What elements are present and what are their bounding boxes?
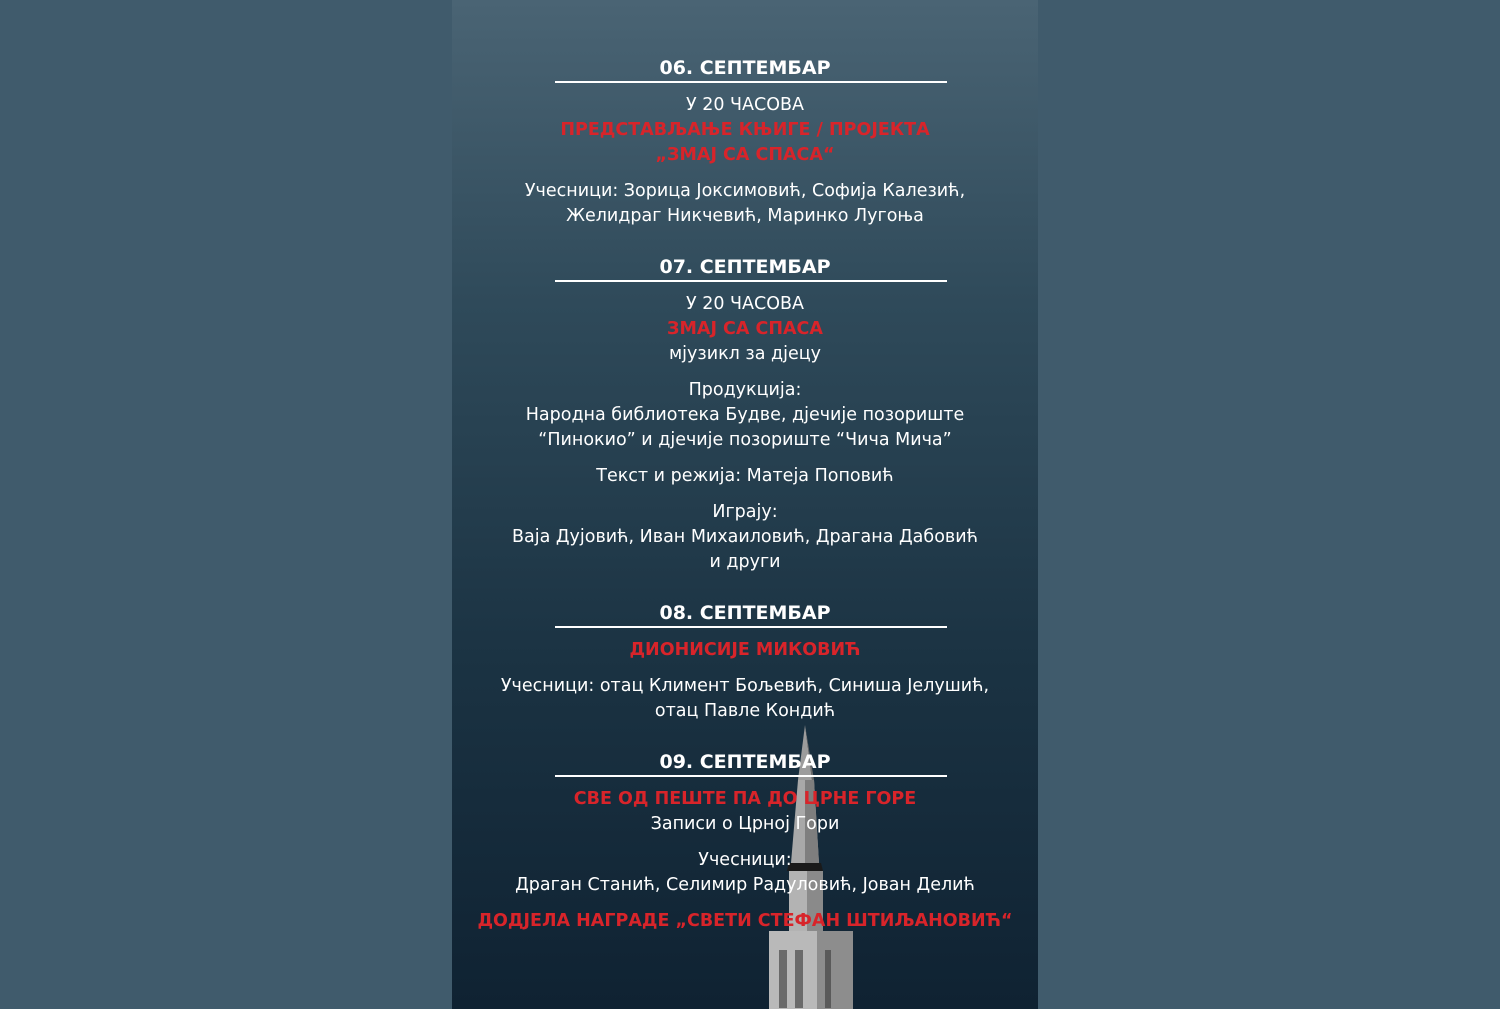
day2-time: У 20 ЧАСОВА xyxy=(686,294,804,314)
day4-award: ДОДЈЕЛА НАГРАДЕ „СВЕТИ СТЕФАН ШТИЉАНОВИЋ“ xyxy=(477,911,1013,931)
day4-title: СВЕ ОД ПЕШТЕ ПА ДО ЦРНЕ ГОРЕ xyxy=(573,789,917,809)
day2-production-line1: Народна библиотека Будве, дјечије позориште xyxy=(525,405,965,425)
day4-subtitle: Записи о Црној Гори xyxy=(650,814,840,834)
day1-title-line1: ПРЕДСТАВЉАЊЕ КЊИГЕ / ПРОЈЕКТА xyxy=(560,120,930,140)
day2-cast-line2: и други xyxy=(709,552,781,572)
day1-divider xyxy=(555,81,947,83)
day1-title-line2: „ЗМАЈ СА СПАСА“ xyxy=(655,145,835,165)
day2-cast-line1: Ваја Дујовић, Иван Михаиловић, Драгана Дабовић xyxy=(511,527,978,547)
day4-divider xyxy=(555,775,947,777)
day2-cast-label: Играју: xyxy=(712,502,778,522)
day3-heading: 08. СЕПТЕМБАР xyxy=(659,602,831,624)
day3-title: ДИОНИСИЈЕ МИКОВИЋ xyxy=(629,640,861,660)
day3-participants-line1: Учесници: отац Климент Бољевић, Синиша Јелушић, xyxy=(500,676,990,696)
program-poster xyxy=(452,0,1038,1009)
day2-director: Текст и режија: Матеја Поповић xyxy=(596,466,894,486)
day3-participants-line2: отац Павле Кондић xyxy=(654,701,836,721)
day4-participants-label: Учесници: xyxy=(698,850,792,870)
day1-participants-line2: Желидраг Никчевић, Маринко Лугоња xyxy=(566,206,924,226)
day1-participants-line1: Учесници: Зорица Јоксимовић, Софија Калезић, xyxy=(524,181,966,201)
day4-heading: 09. СЕПТЕМБАР xyxy=(659,751,831,773)
day2-production-line2: “Пинокио” и дјечије позориште “Чича Мича” xyxy=(538,430,952,450)
day2-heading: 07. СЕПТЕМБАР xyxy=(659,256,831,278)
day4-participants-line1: Драган Станић, Селимир Радуловић, Јован Делић xyxy=(515,875,975,895)
day1-heading: 06. СЕПТЕМБАР xyxy=(659,57,831,79)
day2-production-label: Продукција: xyxy=(688,380,802,400)
day2-title: ЗМАЈ СА СПАСА xyxy=(667,319,823,339)
day2-subtitle: мјузикл за дјецу xyxy=(668,344,821,364)
day1-time: У 20 ЧАСОВА xyxy=(686,95,804,115)
day3-divider xyxy=(555,626,947,628)
day2-divider xyxy=(555,280,947,282)
